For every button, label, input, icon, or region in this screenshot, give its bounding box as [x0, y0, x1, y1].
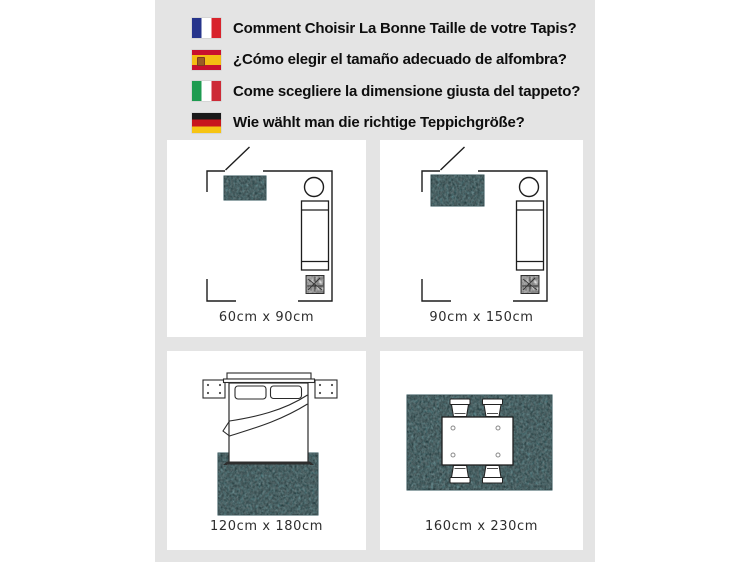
rug-90x150 — [431, 175, 484, 206]
bench-icon — [302, 201, 329, 270]
size-option-60x90-card — [167, 140, 366, 337]
nightstand-left-icon — [203, 380, 225, 398]
size-label: 60cm x 90cm — [218, 310, 315, 325]
side-table-icon — [520, 178, 539, 197]
content-panel — [155, 0, 595, 562]
rug-60x90 — [224, 176, 266, 200]
size-label: 90cm x 150cm — [429, 310, 534, 325]
door-swing-line — [226, 147, 250, 170]
title-text-german: Wie wählt man die richtige Teppichgröße? — [233, 114, 525, 131]
door-swing-line — [441, 147, 465, 170]
spain-flag-icon — [192, 50, 221, 70]
potted-plant-icon — [521, 276, 539, 294]
nightstand-right-icon — [315, 380, 337, 398]
title-text-italian: Come scegliere la dimensione giusta del tappeto? — [233, 82, 581, 100]
size-option-90x150-card — [380, 140, 583, 337]
bench-icon — [517, 201, 544, 270]
size-label: 160cm x 230cm — [424, 519, 538, 534]
spain-coat-of-arms-icon — [197, 57, 205, 66]
size-option-120x180-card — [167, 351, 366, 550]
title-text-spanish: ¿Cómo elegir el tamaño adecuado de alfombra? — [233, 51, 567, 68]
title-line-italian — [192, 81, 580, 101]
potted-plant-icon — [306, 276, 324, 294]
title-line-spanish — [192, 50, 580, 70]
germany-flag-icon — [192, 113, 221, 133]
france-flag-icon — [192, 18, 221, 38]
dining-table-icon — [442, 417, 513, 465]
title-line-german — [192, 113, 580, 133]
side-table-icon — [305, 178, 324, 197]
bed-footboard-bar — [223, 462, 314, 466]
size-label: 120cm x 180cm — [209, 519, 323, 534]
room-floorplan-illustration — [167, 140, 366, 337]
headboard — [224, 373, 315, 383]
italy-flag-icon — [192, 81, 221, 101]
size-option-160x230-card — [380, 351, 583, 550]
multilingual-title-block — [192, 18, 580, 133]
title-line-french — [192, 18, 580, 38]
room-floorplan-illustration — [382, 140, 581, 337]
title-text-french: Comment Choisir La Bonne Taille de votre Tapis? — [233, 19, 577, 37]
